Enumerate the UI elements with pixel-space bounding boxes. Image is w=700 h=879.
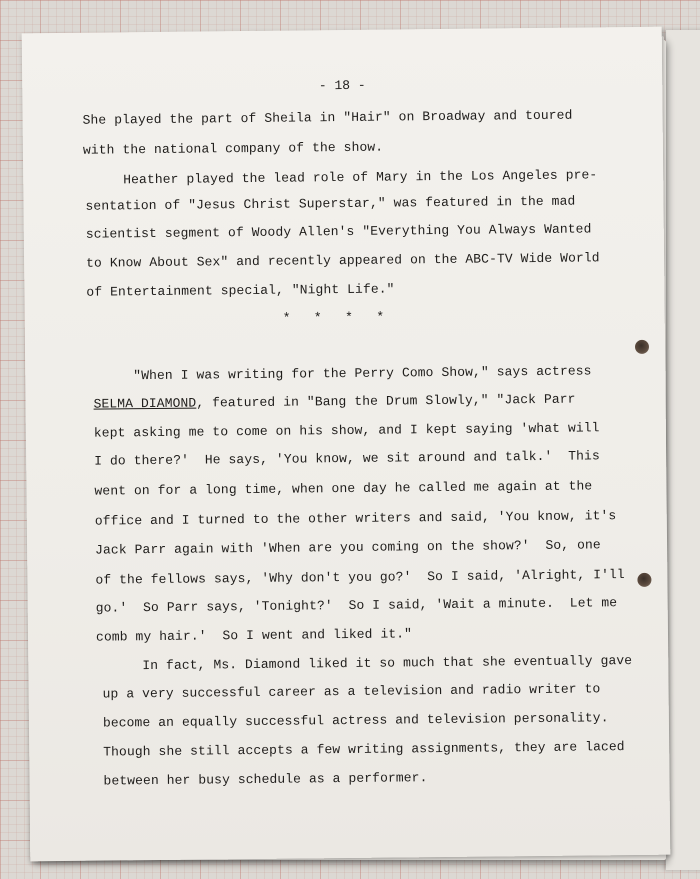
typed-page <box>22 27 671 862</box>
text-line: She played the part of Sheila in "Hair" on Broadway and toured <box>82 107 573 128</box>
underlined-name: SELMA DIAMOND <box>93 395 197 412</box>
punch-hole-bottom <box>637 573 651 587</box>
text-line: of Entertainment special, "Night Life." <box>86 281 395 300</box>
text-line: I do there?' He says, 'You know, we sit around and talk.' This <box>94 448 600 469</box>
text-line: to Know About Sex" and recently appeared on the ABC-TV Wide World <box>86 250 600 271</box>
text-line: of the fellows says, 'Why don't you go?' So I said, 'Alright, I'll <box>95 567 625 588</box>
text-line: go.' So Parr says, 'Tonight?' So I said, 'Wait a minute. Let me <box>95 595 618 616</box>
text-span: , featured in "Bang the Drum Slowly," "Jack Parr <box>196 391 576 411</box>
punch-hole-top <box>635 340 649 354</box>
text-line: up a very successful career as a television and radio writer to <box>102 681 601 702</box>
text-line: Jack Parr again with 'When are you coming on the show?' So, one <box>95 537 601 558</box>
text-line: office and I turned to the other writers and said, 'You know, it's <box>94 508 617 529</box>
text-line <box>93 392 575 412</box>
adjacent-page-edge <box>666 30 700 870</box>
text-line: went on for a long time, when one day he called me again at the <box>94 478 593 499</box>
text-line: with the national company of the show. <box>82 139 384 158</box>
text-line: scientist segment of Woody Allen's "Everything You Always Wanted <box>85 221 592 242</box>
text-line: comb my hair.' So I went and liked it." <box>95 626 413 645</box>
text-line: Though she still accepts a few writing assignments, they are laced <box>103 739 625 760</box>
text-line: kept asking me to come on his show, and I kept saying 'what will <box>93 420 600 441</box>
text-line: "When I was writing for the Perry Como Show," says actress <box>133 363 592 384</box>
text-line: sentation of "Jesus Christ Superstar," was featured in the mad <box>85 193 576 214</box>
text-line: Heather played the lead role of Mary in the Los Angeles pre- <box>123 167 598 188</box>
text-line: In fact, Ms. Diamond liked it so much that she eventually gave <box>142 653 633 674</box>
text-line: become an equally successful actress and television personality. <box>102 710 609 731</box>
section-separator: * * * * <box>282 309 385 326</box>
page-number: - 18 - <box>318 77 366 94</box>
text-line: between her busy schedule as a performer. <box>103 770 428 789</box>
